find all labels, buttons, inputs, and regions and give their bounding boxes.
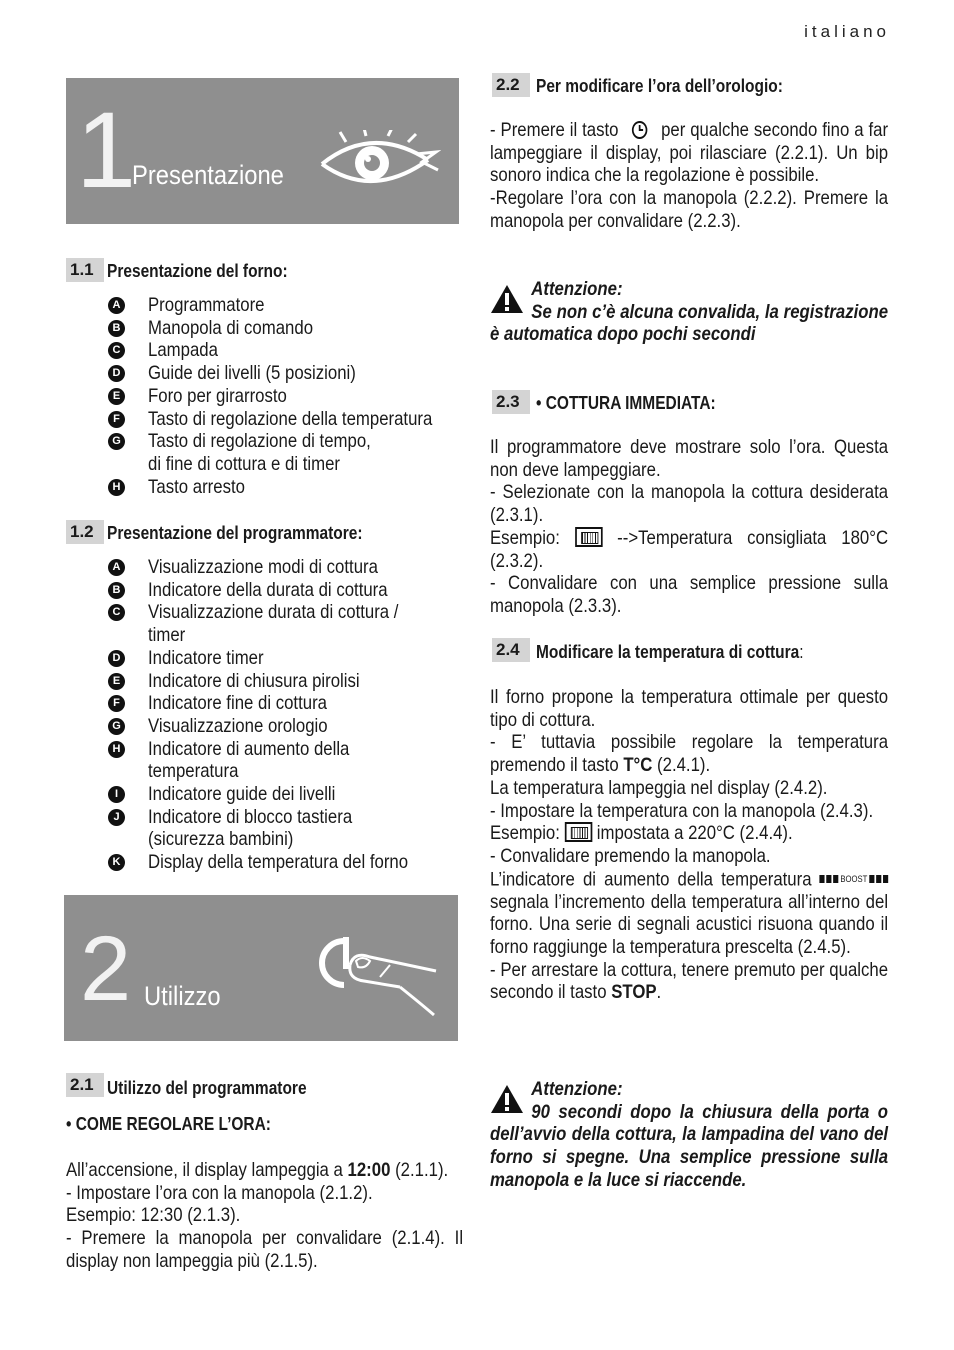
letter-badge: E bbox=[108, 388, 125, 405]
list-item-label: timer bbox=[148, 624, 186, 647]
letter-badge: D bbox=[108, 650, 125, 667]
finger-press-icon bbox=[304, 925, 444, 1025]
list-item bbox=[66, 851, 486, 874]
warning-text: Se non c’è alcuna convalida, la registrazione è automatica dopo pochi secondi bbox=[490, 300, 889, 346]
list-item bbox=[66, 339, 486, 362]
section-1-title: Presentazione bbox=[132, 160, 284, 190]
list-item-label: Tasto arresto bbox=[148, 475, 245, 498]
list-item-label: Foro per girarrosto bbox=[148, 384, 287, 407]
list-item bbox=[66, 647, 486, 670]
section-number: 2.1 bbox=[66, 1073, 104, 1097]
section-2-number: 2 bbox=[80, 918, 132, 1020]
list-item-label: Lampada bbox=[148, 339, 218, 362]
list-item bbox=[66, 476, 486, 499]
list-item bbox=[66, 430, 486, 453]
warning-box bbox=[490, 278, 888, 346]
letter-badge: I bbox=[108, 786, 125, 803]
list-item bbox=[66, 760, 486, 783]
list-item-label: Visualizzazione durata di cottura / bbox=[148, 601, 399, 624]
clock-icon bbox=[629, 120, 651, 140]
list-item-label: di fine di cottura e di timer bbox=[148, 452, 341, 475]
letter-badge: D bbox=[108, 365, 125, 382]
language-label: italiano bbox=[804, 22, 890, 41]
list-item-label: Visualizzazione modi di cottura bbox=[148, 556, 378, 578]
list-item bbox=[66, 317, 486, 340]
warning-title: Attenzione: bbox=[531, 278, 623, 300]
section-heading: Utilizzo del programmatore bbox=[107, 1078, 307, 1098]
warning-box bbox=[490, 1078, 888, 1192]
list-item-label: Indicatore guide dei livelli bbox=[148, 783, 336, 806]
section-2-4 bbox=[492, 638, 890, 664]
oven-mode-icon bbox=[565, 822, 593, 842]
section-number: 2.4 bbox=[492, 638, 530, 662]
list-item-label: Indicatore di aumento della bbox=[148, 737, 350, 760]
list-item-label: Guide dei livelli (5 posizioni) bbox=[148, 362, 356, 385]
list-item bbox=[66, 670, 486, 693]
list-item bbox=[66, 294, 486, 317]
list-item bbox=[66, 601, 486, 624]
paragraph: Esempio: 12:30 (2.1.3). bbox=[66, 1204, 241, 1227]
letter-badge: B bbox=[108, 582, 125, 599]
section-2-1 bbox=[66, 1073, 466, 1099]
letter-badge: E bbox=[108, 673, 125, 690]
list-item bbox=[66, 385, 486, 408]
letter-badge: H bbox=[108, 479, 125, 496]
list-item-label: Indicatore di blocco tastiera bbox=[148, 805, 353, 828]
section-heading: Modificare la temperatura di cottura: bbox=[536, 642, 804, 662]
section-2-4-body bbox=[490, 686, 888, 1004]
paragraph: Il forno propone la temperatura ottimale per questo tipo di cottura. bbox=[490, 686, 889, 731]
section-2-3 bbox=[492, 390, 890, 416]
letter-badge: C bbox=[108, 342, 125, 359]
section-heading: Per modificare l’ora dell’orologio: bbox=[536, 76, 783, 96]
list-item-label: Indicatore di chiusura pirolisi bbox=[148, 669, 360, 692]
section-number: 2.2 bbox=[492, 73, 530, 97]
paragraph: - Impostare l’ora con la manopola (2.1.2). bbox=[66, 1181, 373, 1204]
paragraph: - E’ tuttavia possibile regolare la temperatura premendo il tasto T°C (2.4.1). bbox=[490, 731, 889, 777]
letter-badge: F bbox=[108, 695, 125, 712]
letter-badge: A bbox=[108, 559, 125, 576]
letter-badge: B bbox=[108, 320, 125, 337]
programmer-parts-list bbox=[66, 556, 486, 874]
paragraph: L’indicatore di aumento della temperatura BOOST segnala l’incremento della temperatura all’interno del forno. Una serie di segnali acustici risuona quando il forno raggiunge la temperatura prescelta (2.4.5). bbox=[490, 867, 889, 959]
letter-badge: F bbox=[108, 411, 125, 428]
list-item-label: Indicatore timer bbox=[148, 646, 264, 669]
section-2-3-body bbox=[490, 436, 888, 618]
letter-badge: C bbox=[108, 604, 125, 621]
section-number: 1.1 bbox=[66, 258, 104, 282]
list-item-label: Visualizzazione orologio bbox=[148, 714, 328, 737]
section-heading: Presentazione del programmatore: bbox=[107, 523, 363, 543]
paragraph: - Premere il tasto per qualche secondo fino a far lampeggiare il display, poi rilasciare (2.2.1). Un bip sonoro indica che la regolazione è possibile. bbox=[490, 119, 889, 187]
list-item bbox=[66, 828, 486, 851]
paragraph: - Per arrestare la cottura, tenere premuto per qualche secondo il tasto STOP. bbox=[490, 958, 889, 1004]
warning-title: Attenzione: bbox=[531, 1078, 623, 1100]
section-2-2-body bbox=[490, 119, 888, 233]
bullet-heading: • COME REGOLARE L’ORA: bbox=[66, 1114, 271, 1134]
paragraph: Esempio: impostata a 220°C (2.4.4). bbox=[490, 822, 793, 845]
boost-indicator-icon: BOOST bbox=[820, 868, 888, 891]
section-2-2 bbox=[492, 73, 890, 99]
list-item bbox=[66, 624, 486, 647]
section-2-1-body bbox=[66, 1159, 463, 1273]
paragraph: All’accensione, il display lampeggia a 12:00 (2.1.1). bbox=[66, 1159, 449, 1181]
list-item-label: Tasto di regolazione della temperatura bbox=[148, 407, 433, 430]
section-1-number: 1 bbox=[76, 89, 137, 210]
list-item bbox=[66, 579, 486, 602]
paragraph: - Impostare la temperatura con la manopola (2.4.3). bbox=[490, 799, 874, 822]
section-1-2 bbox=[66, 520, 466, 546]
list-item bbox=[66, 715, 486, 738]
letter-badge: K bbox=[108, 854, 125, 871]
list-item bbox=[66, 408, 486, 431]
paragraph: -Regolare l’ora con la manopola (2.2.2). Premere la manopola per convalidare (2.2.3). bbox=[490, 187, 889, 232]
list-item-label: Indicatore della durata di cottura bbox=[148, 578, 388, 601]
list-item bbox=[66, 738, 486, 761]
list-item-label: Programmatore bbox=[148, 294, 265, 316]
oven-parts-list bbox=[66, 294, 486, 498]
list-item bbox=[66, 806, 486, 829]
oven-mode-icon bbox=[575, 527, 603, 547]
section-heading: • COTTURA IMMEDIATA: bbox=[536, 393, 716, 413]
list-item bbox=[66, 556, 486, 579]
list-item bbox=[66, 362, 486, 385]
section-heading: Presentazione del forno: bbox=[107, 261, 288, 281]
eye-icon bbox=[316, 130, 441, 194]
paragraph: La temperatura lampeggia nel display (2.4.2). bbox=[490, 776, 828, 799]
list-item-label: temperatura bbox=[148, 760, 239, 783]
paragraph: - Convalidare premendo la manopola. bbox=[490, 844, 771, 867]
section-number: 1.2 bbox=[66, 520, 104, 544]
paragraph: Esempio: -->Temperatura consigliata 180°C (2.3.2). bbox=[490, 526, 889, 572]
list-item-label: Indicatore fine di cottura bbox=[148, 692, 327, 715]
paragraph: - Convalidare con una semplice pressione sulla manopola (2.3.3). bbox=[490, 572, 889, 617]
list-item bbox=[66, 692, 486, 715]
section-number: 2.3 bbox=[492, 390, 530, 414]
list-item bbox=[66, 783, 486, 806]
warning-text: 90 secondi dopo la chiusura della porta o dell’avvio della cottura, la lampadina del vano del forno si spegne. Una semplice pressione sulla manopola e la luce si riaccende. bbox=[490, 1100, 889, 1191]
paragraph: - Selezionate con la manopola la cottura desiderata (2.3.1). bbox=[490, 481, 889, 527]
list-item-label: Tasto di regolazione di tempo, bbox=[148, 430, 371, 453]
letter-badge: G bbox=[108, 433, 125, 450]
list-item-label: Display della temperatura del forno bbox=[148, 851, 409, 874]
section-2-title: Utilizzo bbox=[144, 981, 221, 1011]
list-item-label: Manopola di comando bbox=[148, 316, 314, 339]
letter-badge: H bbox=[108, 741, 125, 758]
paragraph: - Premere la manopola per convalidare (2.1.4). Il display non lampeggia più (2.1.5). bbox=[66, 1227, 464, 1272]
list-item bbox=[66, 453, 486, 476]
letter-badge: J bbox=[108, 809, 125, 826]
list-item-label: (sicurezza bambini) bbox=[148, 828, 294, 851]
letter-badge: A bbox=[108, 297, 125, 314]
letter-badge: G bbox=[108, 718, 125, 735]
section-1-1 bbox=[66, 258, 466, 284]
section-1-banner bbox=[66, 78, 459, 224]
section-2-banner bbox=[64, 895, 458, 1041]
paragraph: Il programmatore deve mostrare solo l’ora. Questa non deve lampeggiare. bbox=[490, 436, 889, 481]
